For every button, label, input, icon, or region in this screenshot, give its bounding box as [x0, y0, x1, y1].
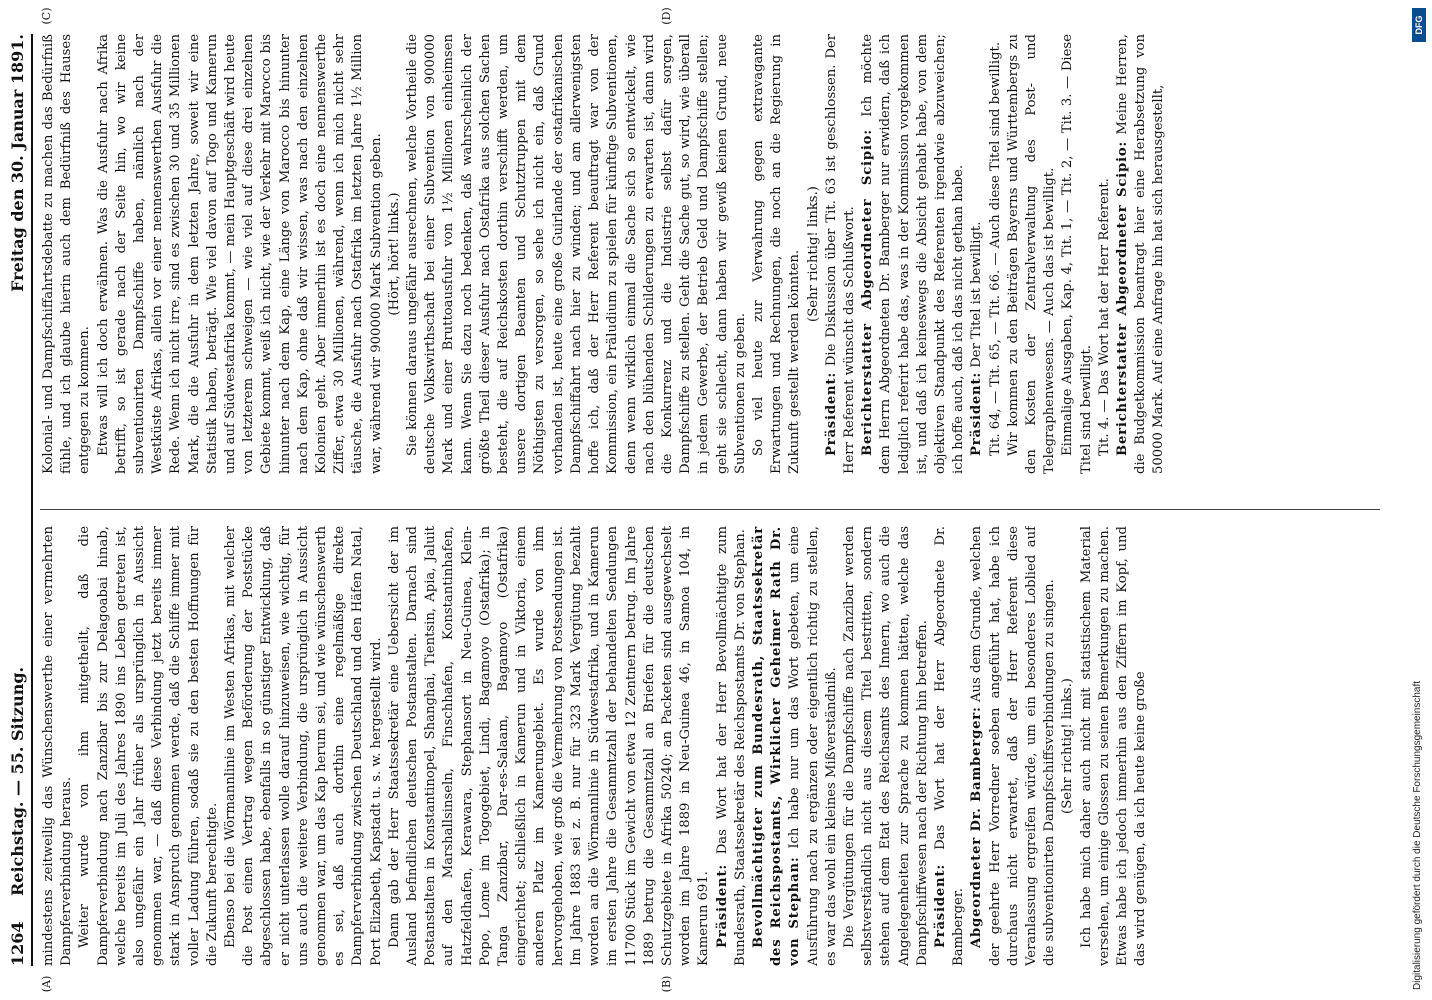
speaker-paragraph: Präsident: Das Wort hat der Herr Abgeordnete Dr. Bamberger. — [932, 526, 967, 966]
paragraph: Einmalige Ausgaben, Kap. 4, Tit. 1, — Tit. 2, — Tit. 3. — Diese Titel sind bewilligt. — [1060, 34, 1094, 474]
running-header — [6, 34, 30, 966]
paragraph: Tit. 4. — Das Wort hat der Herr Referent. — [1096, 178, 1112, 456]
session-date: Freitag den 30. Januar 1891. — [8, 34, 27, 292]
speaker-label: Bevollmächtigter zum Bundesrath, Staatssekretär des Reichspostamts, Wirklicher Geheimer Rath Dr. von Stephan: — [750, 526, 803, 966]
speaker-label: Abgeordneter Dr. Bamberger: — [969, 706, 985, 948]
paragraph: Wir kommen zu den Beiträgen Bayerns und Württembergs zu den Kosten der Zentralverwaltung des Post- und Telegraphenwesens. — Auch das ist bewilligt. — [1005, 34, 1058, 474]
paragraph: Dann gab der Herr Staatssekretär eine Uebersicht der im Ausland befindlichen deutschen Postanstalten. Darnach sind Postanstalten in Konstantinopel, Shanghai, Tientsin, Apia, Jaluit auf den Marshallsinseln, Finschhafen, Konstantinhafen, Hatzfeldhafen, Kerawara, Stephansort in Neu-Guinea, Klein-Popo, Lome im Togogebiet, Lindi, Bagamoyo (Ostafrika); in Tanga Zanzibar, Dar-es-Salaam, Bagamoyo (Ostafrika) eingerichtet; schließlich in Kamerun und in Viktoria, einem anderen Platz im Kamerungebiet. Es wurde von ihm hervorgehoben, wie groß die Vermehrung von Postsendungen ist. Im Jahre 1883 sei z. B. nur für 323 Mark Vergütung bezahlt worden an die Wörmannlinie in Südwestafrika, und in Kamerun im ersten Jahre die Gesammtzahl der behandelten Sendungen 11700 Stück im Gewicht von etwa 12 Zentnern betrug. Im Jahre 1889 betrug die Gesammtzahl an Briefen für die deutschen Schutzgebiete in Afrika 50240; an Packeten sind ausgewechselt worden im Jahre 1889 in Neu-Guinea 46, in Samoa 104, in Kamerun 691. — [386, 526, 712, 966]
paragraph: So viel heute zur Verwahrung gegen extravagante Erwartungen und Rechnungen, die noch an die Regierung in Zukunft gestellt werden könnten. — [750, 34, 803, 474]
paragraph: Ich habe mich daher auch nicht mit statistischem Material versehen, um einige Glossen zu seinen Bemerkungen zu machen. Etwas habe ich jedoch immerhin aus den Ziffern im Kopf, und das wird genügen, da ich heute keine große — [1078, 526, 1149, 966]
speaker-paragraph: Berichterstatter Abgeordneter Scipio: Meine Herren, die Budgetkommission beantragt hier eine Herabsetzung von 50000 Mark. Auf eine Anfrage hin hat sich herausgestellt, — [1114, 34, 1167, 474]
digitization-credit: Digitalisierung gefördert durch die Deutsche Forschungsgemeinschaft — [1412, 680, 1423, 990]
speaker-label: Präsident: — [823, 371, 839, 456]
header-rule — [31, 34, 33, 966]
speaker-label: Präsident: — [969, 371, 985, 456]
paragraph: Ebenso bei die Wörmannlinie im Westen Afrikas, mit welcher die Post einen Vertrag wegen Beförderung der Poststücke abgeschlossen habe, ebenfalls in so günstiger Entwicklung, daß er nicht unterlassen wolle darauf hinzuweisen, wie wichtig, für uns auch die weitere Verbindung, die ursprünglich in Aussicht genommen war, um das Kap herum sei, und wie wünschenswerth es sei, daß auch dorthin eine regelmäßige direkte Dampferverbindung zwischen Deutschland und den Häfen Natal, Port Elizabeth, Kapstadt u. s. w. hergestellt wird. — [223, 526, 384, 966]
speaker-paragraph: Präsident: Das Wort hat der Herr Bevollmächtigte zum Bundesrath, Staatssekretär des Reichspostamts Dr. von Stephan. — [714, 526, 748, 966]
paragraph: Sie können daraus ungefähr ausrechnen, welche Vortheile die deutsche Volkswirthschaft bei einer Subvention von 900000 Mark und einer Bruttoausfuhr von 1½ Millionen einheimsen kann. Wenn Sie dazu noch bedenken, daß wahrscheinlich der größte Theil dieser Ausfuhr nach Ostafrika aus solchen Sachen besteht, die auf Reichskosten dorthin verschifft werden, um unsere dortigen Beamten und Schutztruppen mit dem Nöthigsten zu versorgen, so sehe ich nicht ein, daß Grund vorhanden ist, heute eine große Guirlande der ostafrikanischen Dampfschiffahrt nach hier zu winden; und am allerwenigsten hoffe ich, daß der Herr Referent beauftragt war von der Kommission, ein Präludium zu spielen für künftige Subventionen, denn wenn wirklich einmal die Sache sich so entwickelt, wie nach den blühenden Schilderungen zu erwarten ist, dann wird die Konkurrenz und die Industrie selbst dafür sorgen, Dampfschiffe zu stellen. Geht die Sache gut, so wird, wie überall in jedem Gewerbe, der Betrieb Geld und Dampfschiffe stellen; geht sie schlecht, dann haben wir gewiß keinen Grund, neue Subventionen zu geben. — [405, 34, 748, 474]
speaker-label: Berichterstatter Abgeordneter Scipio: — [860, 129, 876, 456]
margin-letter-c: (C) — [40, 7, 53, 25]
left-column — [40, 526, 1380, 966]
margin-letter-a: (A) — [40, 975, 53, 993]
margin-letter-b: (B) — [660, 975, 673, 993]
speaker-paragraph: Präsident: Der Titel ist bewilligt. — [969, 221, 985, 456]
paragraph: Weiter wurde von ihm mitgetheilt, daß die Dampferverbindung nach Zanzibar bis zur Delagoabai hinab, welche bereits im Juli des Jahres 1890 ins Leben getreten ist, also ungefähr ein Jahr früher als ursprünglich in Aussicht genommen war, — daß diese Verbindung jetzt bereits immer stark in Anspruch genommen werde, daß die Schiffe immer mit voller Ladung führen, sodaß sie zu den besten Hoffnungen für die Zukunft berechtigte. — [77, 526, 220, 966]
session-title: Reichstag. — 55. Sitzung. — [8, 666, 27, 896]
paragraph: Die Vergütungen für die Dampfschiffe nach Zanzibar werden selbstverständlich nicht aus diesem Titel bestritten, sondern stehen auf dem Etat des Reichsamts des Innern, wo auch die Angelegenheiten zur Sprache zu kommen hätten, welche das Dampfschiffwesen nach der Richtung hin betreffen. — [841, 526, 930, 966]
paragraph: Etwas will ich doch erwähnen. Was die Ausfuhr nach Afrika betrifft, so ist gerade nach der Seite hin, wo wir keine subventionirten Dampfschiffe haben, nämlich nach der Westküste Afrikas, allein vor einer nennenswerthen Ausfuhr die Rede. Wenn ich nicht irre, sind es zwischen 30 und 35 Millionen Mark, die die Ausfuhr in dem letzten Jahre, soweit wir eine Statistik haben, beträgt. Wie viel davon auf Togo und Kamerun und auf Südwestafrika kommt, — mein Hauptgeschäft wird heute von letzterem schweigen — wie viel auf diese drei einzelnen Gebiete kommt, weiß ich nicht, wie der Verkehr mit Marocco bis hinunter nach dem Kap, eine Länge von Marocco bis hinunter nach dem Kap, ohne daß wir wissen, was nach den einzelnen Kolonien geht. Aber immerhin ist es doch eine nennenswerthe Ziffer, etwa 30 Millionen, während, wenn ich mich nicht sehr täusche, die Ausfuhr nach Ostafrika im letzten Jahre 1½ Million war, während wir 900000 Mark Subvention geben. — [95, 34, 384, 474]
speaker-paragraph: Bevollmächtigter zum Bundesrath, Staatssekretär des Reichspostamts, Wirklicher Geheimer Rath Dr. von Stephan: Ich habe nur um das Wort gebeten, um eine Ausführung nach zu ergänzen oder eigentlich richtig zu stellen, es war das wohl ein kleines Mißverständniß. — [750, 526, 839, 966]
paragraph: Tit. 64, — Tit. 65, — Tit. 66. — Auch diese Titel sind bewilligt. — [987, 41, 1003, 456]
speaker-label: Präsident: — [932, 863, 948, 948]
interjection: (Hört, hört! links.) — [386, 192, 402, 316]
speaker-label: Berichterstatter Abgeordneter Scipio: — [1114, 140, 1130, 456]
interjection: (Sehr richtig! links.) — [805, 186, 821, 322]
paragraph: mindestens zeitweilig das Wünschenswerthe einer vermehrten Dampferverbindung heraus. — [41, 526, 75, 966]
dfg-credit-strip — [1404, 0, 1432, 1000]
page-number: 1264 — [8, 921, 27, 966]
dfg-logo-text: DFG — [1414, 15, 1424, 35]
speaker-paragraph: Abgeordneter Dr. Bamberger: Aus dem Grunde, welchen der geehrte Herr Vorredner soeben angeführt hat, habe ich durchaus nicht erwartet, daß der Herr Referent diese Veranlassung ergreifen würde, um ein besonderes Loblied auf die subventionirten Dampfschiffsverbindungen zu singen. — [969, 526, 1058, 966]
interjection: (Sehr richtig! links.) — [1060, 678, 1076, 814]
speaker-label: Präsident: — [714, 863, 730, 948]
speaker-paragraph: Präsident: Die Diskussion über Tit. 63 ist geschlossen. Der Herr Referent wünscht das Schlußwort. — [823, 34, 857, 474]
column-divider — [40, 509, 1380, 510]
paragraph: Kolonial- und Dampfschiffahrtsdebatte zu machen das Bedürfniß fühle, und ich glaube hierin auch dem Bedürfniß des Hauses entgegen zu kommen. — [41, 34, 93, 474]
speaker-paragraph: Berichterstatter Abgeordneter Scipio: Ich möchte dem Herrn Abgeordneten Dr. Bamberger nur erwidern, daß ich lediglich referirt habe das, was in der Kommission vorgekommen ist, und daß ich keineswegs die Absicht gehabt habe, von dem objektiven Standpunkt des Referenten irgendwie abzuweichen; ich hoffe auch, daß ich das nicht gethan habe. — [860, 34, 967, 474]
right-column — [40, 34, 1380, 474]
margin-letter-d: (D) — [660, 7, 673, 25]
